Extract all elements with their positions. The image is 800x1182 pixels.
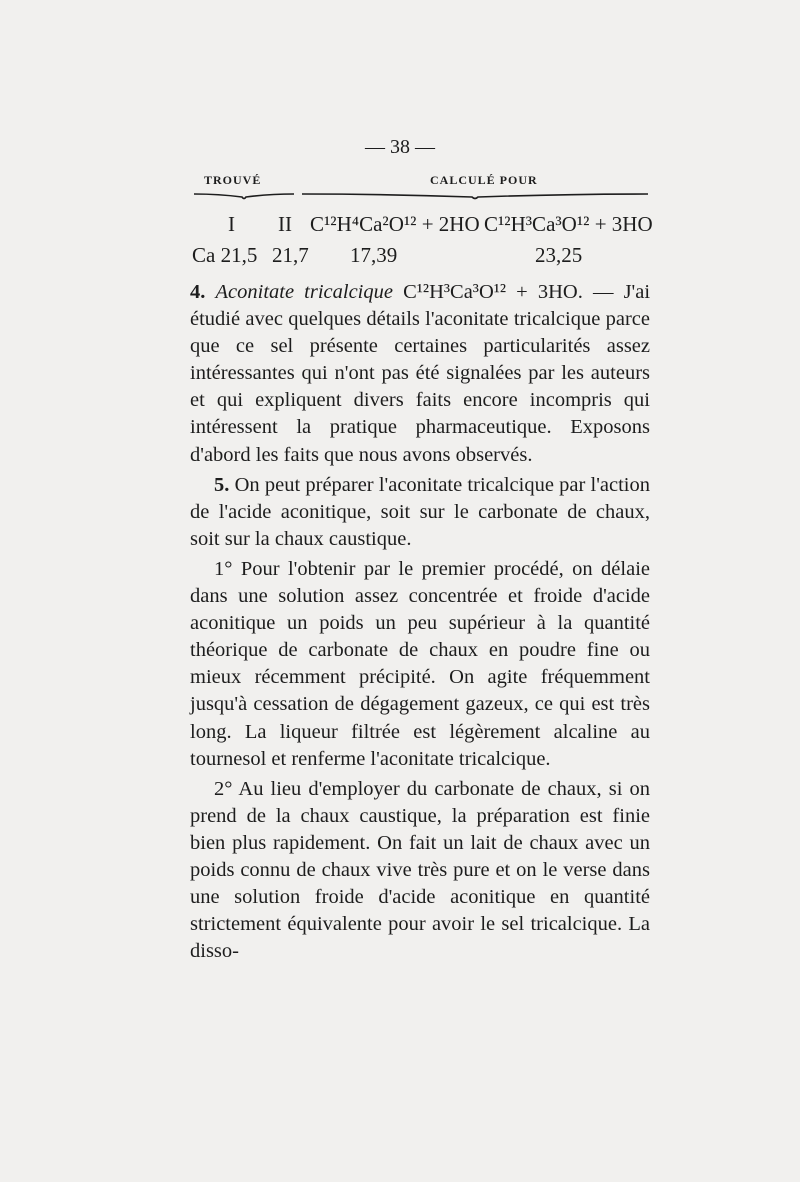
paragraph-text: On peut préparer l'aconitate tricalcique par l'action de l'acide aconitique, soit sur le carbonate de chaux, soit sur la chaux caustique. (190, 473, 651, 550)
paragraph-4 (190, 279, 650, 469)
paragraph-5 (190, 472, 650, 553)
paragraph-number: 5. (214, 473, 230, 496)
value-calc-dicalcic: 17,39 (350, 243, 398, 267)
value-found-2: 21,7 (272, 243, 309, 267)
formula-dicalcic: C¹²H⁴Ca²O¹² + 2HO (310, 212, 480, 236)
body-text (190, 279, 650, 968)
page-number: — 38 — (365, 136, 435, 158)
header-found: TROUVÉ (204, 173, 262, 187)
section-formula: C¹²H³Ca³O¹² + 3HO. (403, 281, 583, 303)
header-calculated: CALCULÉ POUR (430, 173, 538, 187)
col-ii: II (278, 212, 292, 236)
brace-calculated (302, 191, 648, 201)
section-title: Aconitate tricalcique (215, 281, 393, 303)
table-header (190, 173, 650, 203)
paragraph-method-1 (190, 556, 650, 773)
paragraph-text: — J'ai étudié avec quelques détails l'aconitate tricalcique parce que ce sel présente certaines particularités assez intéressantes qui n'ont pas été signalées par les auteurs et qui expliquent divers faits encore incompris qui intéressent la pratique pharmaceutique. Exposons d'abord les faits que nous avons observés. (190, 281, 651, 466)
paragraph-text: Au lieu d'employer du carbonate de chaux, si on prend de la chaux caustique, la préparation est finie bien plus rapidement. On fait un lait de chaux avec un poids connu de chaux vive très pure et on le verse dans une solution froide d'acide aconitique en quantité strictement équivalente pour avoir le sel tricalcique. La disso- (190, 777, 650, 963)
paragraph-number: 4. (190, 281, 206, 303)
paragraph-method-2 (190, 776, 650, 966)
formula-tricalcic: C¹²H³Ca³O¹² + 3HO (484, 212, 653, 236)
paragraph-number: 2° (214, 777, 233, 800)
value-found-1: Ca 21,5 (192, 243, 258, 267)
col-i: I (228, 212, 235, 236)
value-calc-tricalcic: 23,25 (535, 243, 583, 267)
paragraph-text: Pour l'obtenir par le premier procédé, on délaie dans une solution assez concentrée et froide d'acide aconitique un poids un peu supérieur à la quantité théorique de carbonate de chaux en poudre fine ou mieux récemment précipité. On agite fréquemment jusqu'à cessation de dégagement gazeux, ce qui est très long. La liqueur filtrée est légèrement alcaline au tournesol et renferme l'aconitate tricalcique. (190, 557, 650, 770)
brace-found (194, 191, 294, 201)
paragraph-number: 1° (214, 557, 233, 580)
